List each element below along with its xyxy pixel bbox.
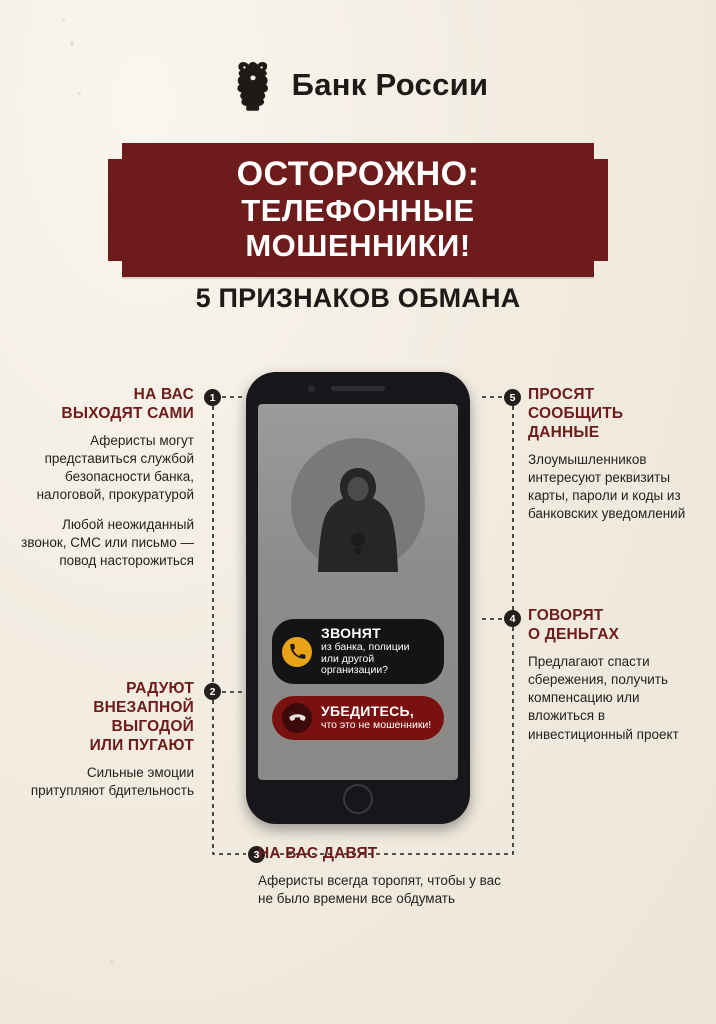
phone-screen — [258, 404, 458, 780]
tip-item-2-heading-line-3: ВЫГОДОЙ — [111, 717, 194, 735]
tip-item-1-heading — [18, 386, 194, 424]
paper-speck — [110, 960, 113, 963]
tip-item-2-paragraph-1: Сильные эмоции притупляют бдительность — [30, 764, 194, 798]
tip-item-2-heading — [18, 680, 194, 756]
tip-item-4-heading-line-1: ГОВОРЯТ — [528, 607, 604, 624]
phone-home-button[interactable] — [343, 784, 373, 814]
verify-call-text — [321, 704, 431, 731]
brand-name: Банк России — [291, 67, 489, 102]
avatar — [291, 438, 425, 572]
tip-item-1-heading-line-1: НА ВАС — [133, 386, 194, 403]
phone-camera — [308, 385, 315, 392]
tip-item-2-heading-line-1: РАДУЮТ — [126, 680, 194, 697]
tip-item-5-heading-line-3: ДАННЫЕ — [528, 423, 600, 441]
tip-item-1-heading-line-2: ВЫХОДЯТ САМИ — [61, 404, 194, 422]
incoming-call-subtitle-1: из банка, полиции — [321, 640, 410, 653]
phone-speaker — [331, 386, 385, 391]
phone-handset-icon — [282, 637, 312, 667]
brand-header — [0, 58, 716, 112]
marker-3: 3 — [248, 846, 265, 863]
tip-item-1 — [18, 386, 194, 570]
incoming-call-banner[interactable] — [272, 619, 444, 684]
marker-1: 1 — [204, 389, 221, 406]
marker-5: 5 — [504, 389, 521, 406]
tip-item-5-heading-line-1: ПРОСЯТ — [528, 386, 595, 403]
tip-item-5 — [528, 386, 700, 524]
tip-item-4-heading-line-2: О ДЕНЬГАХ — [528, 625, 620, 643]
verify-call-title: УБЕДИТЕСЬ, — [321, 703, 415, 720]
title-line-1: ОСТОРОЖНО: — [236, 155, 480, 193]
hooded-scammer-silhouette-icon — [304, 460, 412, 572]
paper-speck — [62, 18, 65, 21]
verify-call-banner[interactable] — [272, 696, 444, 740]
incoming-call-text — [321, 626, 434, 677]
title-banner — [122, 143, 594, 277]
tip-item-4-paragraph-1: Предлагают спасти сбережения, получить компенсацию или вложиться в инвестиционный проект — [528, 653, 679, 742]
paper-speck — [70, 41, 74, 46]
tip-item-3-paragraph-1: Аферисты всегда торопят, чтобы у вас не было времени все обдумать — [258, 872, 501, 907]
title-line-2: ТЕЛЕФОННЫЕ МОШЕННИКИ! — [241, 193, 475, 264]
phone-hangup-icon — [282, 703, 312, 733]
tip-item-1-paragraph-1: Аферисты могут представиться службой безопасности банка, налоговой, прокуратурой — [36, 432, 194, 503]
marker-2: 2 — [204, 683, 221, 700]
incoming-call-subtitle-2: или другой организации? — [321, 652, 389, 677]
tip-item-2-heading-line-4: ИЛИ ПУГАЮТ — [89, 736, 194, 754]
tip-item-2 — [18, 680, 194, 800]
tip-item-4-heading — [528, 607, 700, 645]
tip-item-4 — [528, 607, 700, 744]
incoming-call-title: ЗВОНЯТ — [321, 625, 381, 642]
phone-mockup — [246, 372, 470, 824]
tip-item-5-heading-line-2: СООБЩИТЬ — [528, 404, 624, 422]
double-headed-eagle-emblem-icon — [228, 58, 278, 112]
tip-item-5-heading — [528, 386, 700, 443]
tip-item-2-heading-line-2: ВНЕЗАПНОЙ — [93, 698, 194, 716]
tip-item-5-paragraph-1: Злоумышленников интересуют реквизиты карты, пароли и коды из банковских уведомлений — [528, 451, 686, 522]
tip-item-3-heading — [258, 845, 508, 864]
tip-item-3-heading-line-1: НА ВАС ДАВЯТ — [258, 845, 378, 862]
tip-item-1-paragraph-2: Любой неожиданный звонок, СМС или письмо — повод насторожиться — [21, 516, 194, 569]
tip-item-3 — [258, 845, 508, 908]
marker-4: 4 — [504, 610, 521, 627]
subtitle: 5 ПРИЗНАКОВ ОБМАНА — [195, 283, 521, 313]
verify-call-subtitle: что это не мошенники! — [321, 718, 432, 731]
